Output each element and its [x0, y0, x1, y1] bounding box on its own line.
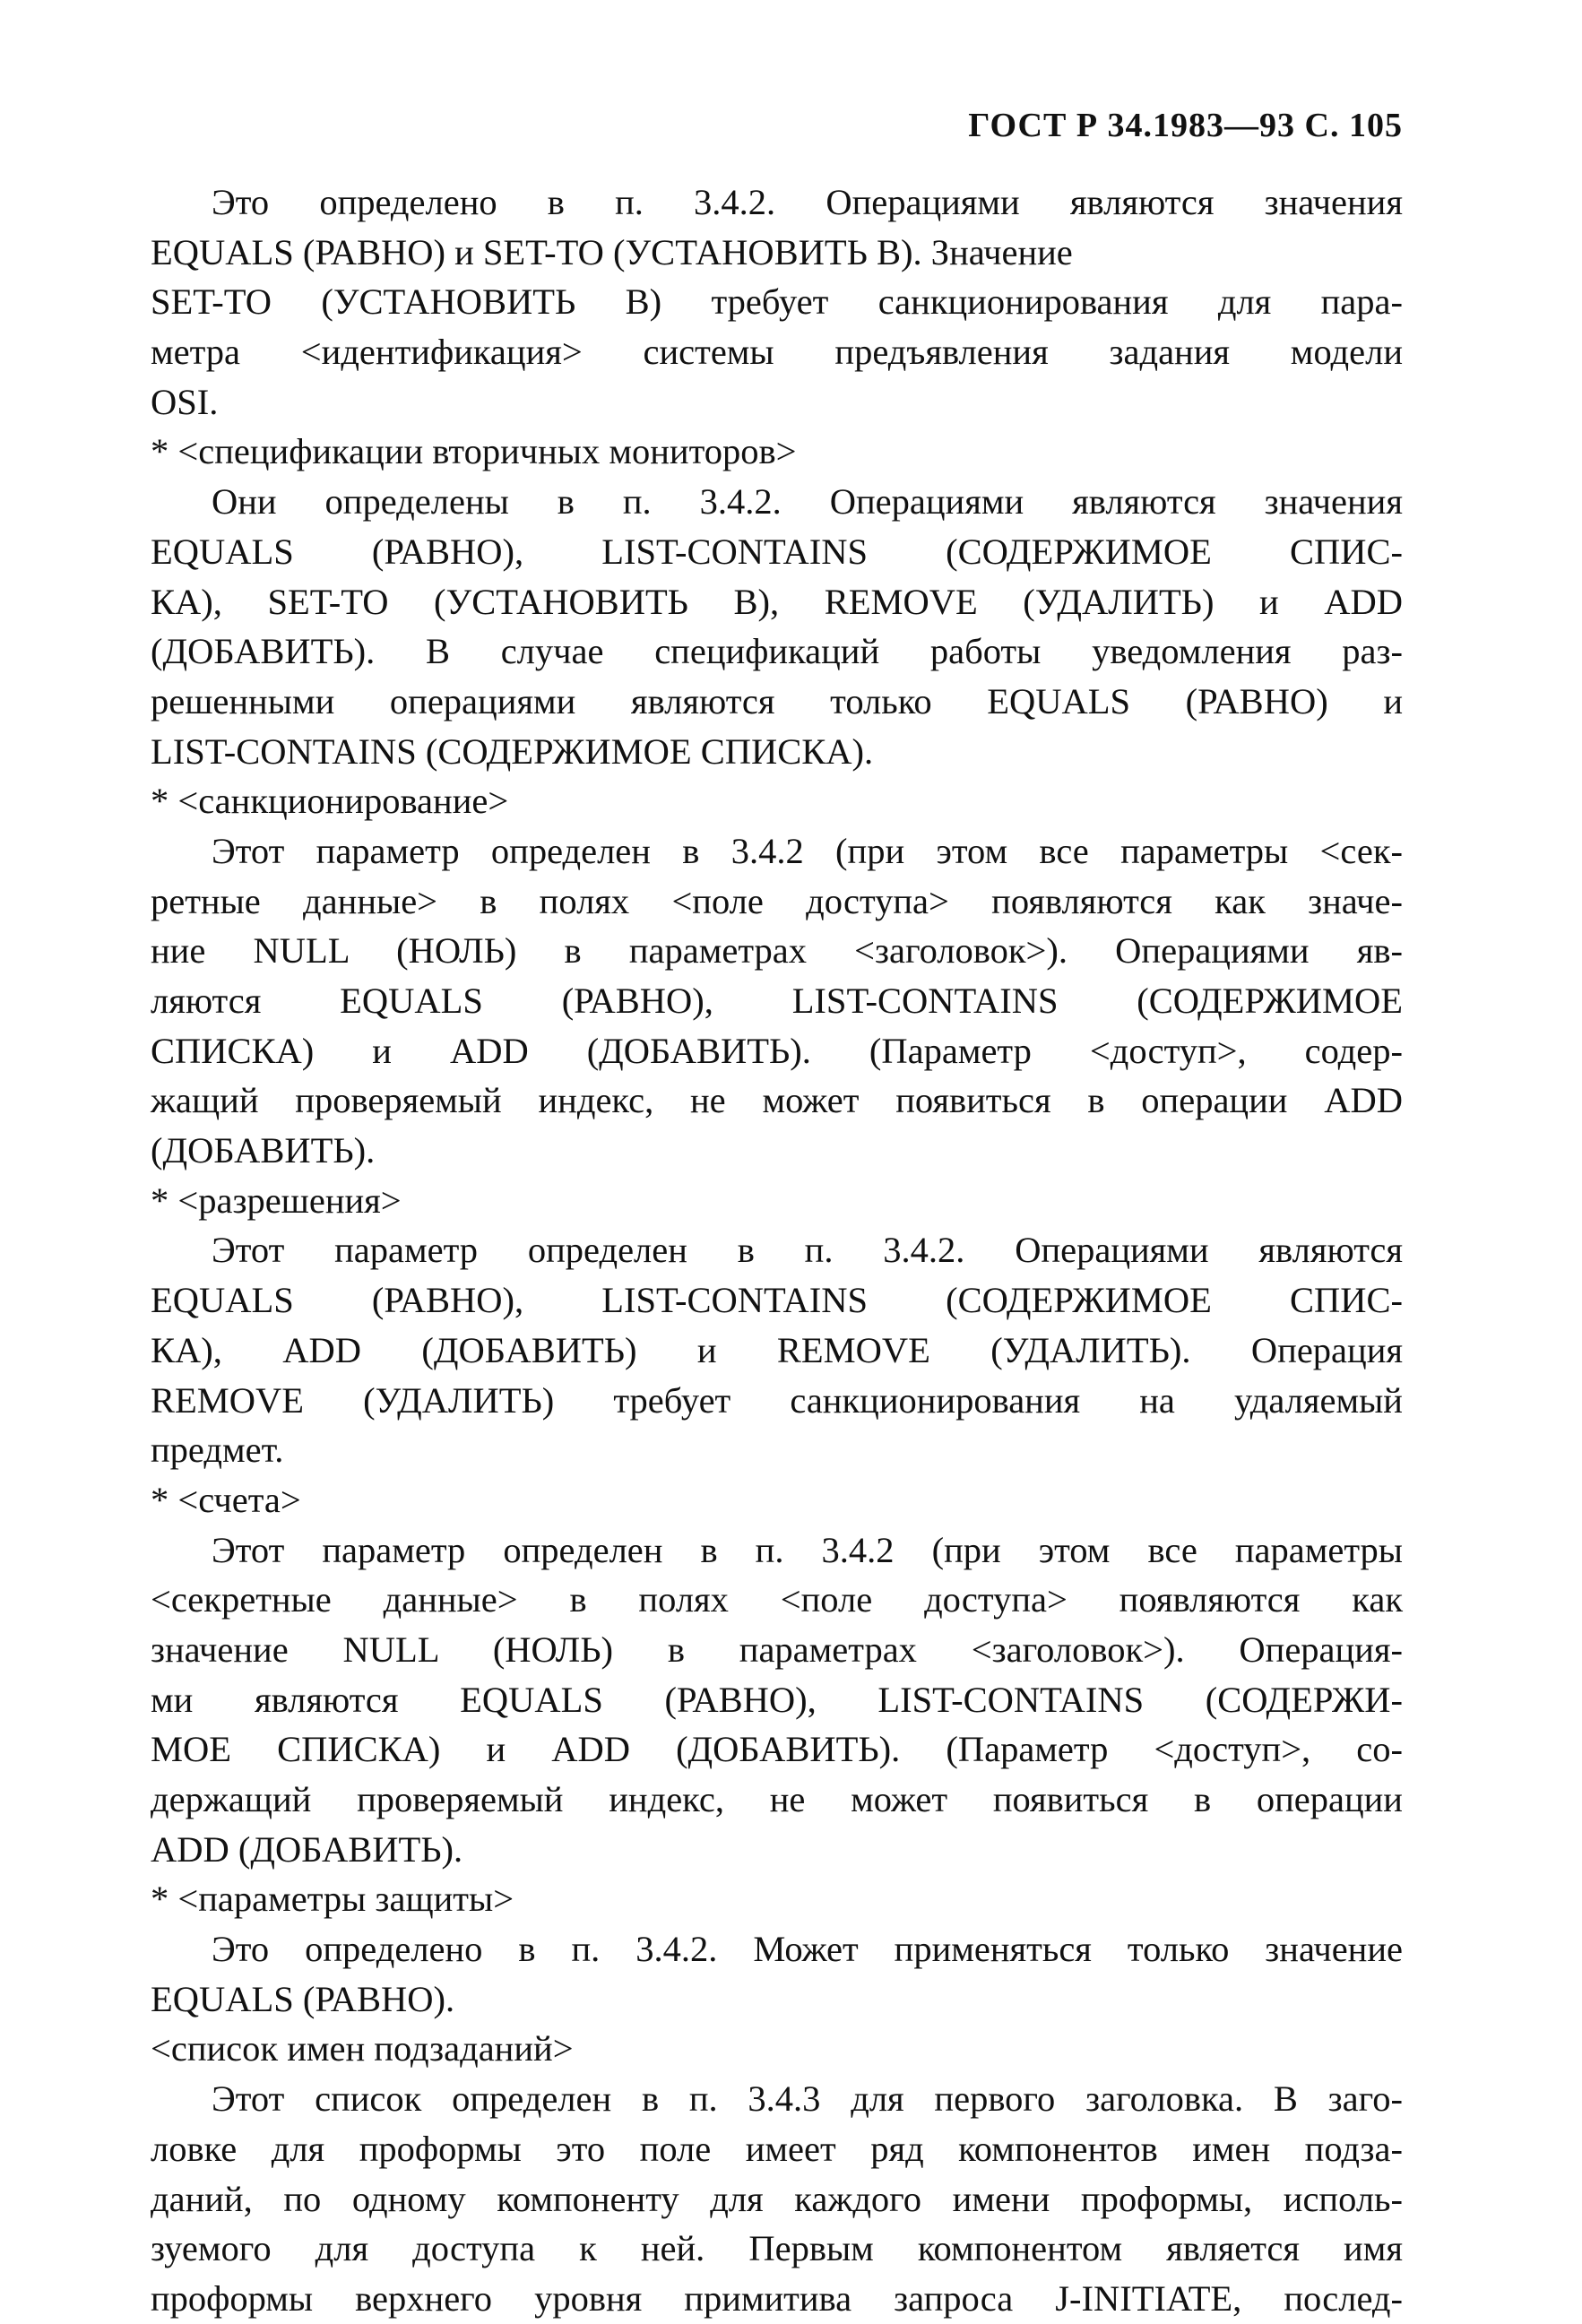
text-line: КА), SET-TO (УСТАНОВИТЬ В), REMOVE (УДАЛИТЬ) и ADD	[151, 581, 1403, 622]
text-line: предмет.	[151, 1430, 284, 1471]
text-line: проформы верхнего уровня примитива запроса J-INITIATE, послед-	[151, 2277, 1403, 2319]
text-line: (ДОБАВИТЬ).	[151, 1130, 376, 1171]
text-line: REMOVE (УДАЛИТЬ) требует санкционирования на удаляемый	[151, 1379, 1403, 1421]
text-line: <список имен подзаданий>	[151, 2028, 574, 2069]
text-line: СПИСКА) и ADD (ДОБАВИТЬ). (Параметр <доступ>, содер-	[151, 1030, 1403, 1071]
text-line: EQUALS (РАВНО) и SET-TO (УСТАНОВИТЬ В). Значение	[151, 231, 1073, 272]
text-line: OSI.	[151, 381, 219, 422]
text-line: Этот параметр определен в 3.4.2 (при этом все параметры <сек-	[212, 830, 1403, 871]
text-line: Этот параметр определен в п. 3.4.2. Операциями являются	[212, 1230, 1403, 1271]
body-text	[151, 177, 1403, 2324]
text-line: EQUALS (РАВНО), LIST-CONTAINS (СОДЕРЖИМОЕ СПИС-	[151, 1280, 1403, 1321]
text-line: Этот список определен в п. 3.4.3 для первого заголовка. В заго-	[212, 2078, 1403, 2120]
text-line: LIST-CONTAINS (СОДЕРЖИМОЕ СПИСКА).	[151, 730, 874, 772]
running-head: ГОСТ Р 34.1983—93 С. 105	[968, 107, 1403, 144]
text-line: <секретные данные> в полях <поле доступа> появляются как	[151, 1579, 1403, 1620]
text-line: (ДОБАВИТЬ). В случае спецификаций работы уведомления раз-	[151, 631, 1403, 672]
text-line: Это определено в п. 3.4.2. Операциями являются значения	[212, 182, 1403, 222]
text-line: ADD (ДОБАВИТЬ).	[151, 1828, 463, 1870]
text-line: * <счета>	[151, 1479, 301, 1520]
text-line: решенными операциями являются только EQUALS (РАВНО) и	[151, 680, 1403, 721]
text-line: * <разрешения>	[151, 1179, 402, 1221]
text-line: зуемого для доступа к ней. Первым компонентом является имя	[151, 2228, 1403, 2269]
text-line: ловке для проформы это поле имеет ряд компонентов имен подза-	[151, 2128, 1403, 2169]
text-line: EQUALS (РАВНО), LIST-CONTAINS (СОДЕРЖИМОЕ СПИС-	[151, 531, 1403, 572]
text-line: держащий проверяемый индекс, не может появиться в операции	[151, 1779, 1403, 1819]
text-line: МОЕ СПИСКА) и ADD (ДОБАВИТЬ). (Параметр <доступ>, со-	[151, 1729, 1403, 1770]
text-line: ретные данные> в полях <поле доступа> появляются как значе-	[151, 880, 1403, 921]
text-line: ние NULL (НОЛЬ) в параметрах <заголовок>). Операциями яв-	[151, 930, 1403, 972]
text-line: ми являются EQUALS (РАВНО), LIST-CONTAINS (СОДЕРЖИ-	[151, 1679, 1403, 1720]
text-line: Это определено в п. 3.4.2. Может применяться только значение	[212, 1929, 1403, 1970]
text-line: Они определены в п. 3.4.2. Операциями являются значения	[212, 481, 1403, 523]
text-line: * <санкционирование>	[151, 781, 509, 822]
text-line: SET-TO (УСТАНОВИТЬ В) требует санкционирования для пара-	[151, 281, 1403, 323]
text-line: * <спецификации вторичных мониторов>	[151, 431, 797, 472]
text-line: ляются EQUALS (РАВНО), LIST-CONTAINS (СОДЕРЖИМОЕ	[151, 981, 1403, 1021]
text-line: EQUALS (РАВНО).	[151, 1978, 455, 2019]
text-line: метра <идентификация> системы предъявления задания модели	[151, 332, 1403, 373]
text-line: КА), ADD (ДОБАВИТЬ) и REMOVE (УДАЛИТЬ). Операция	[151, 1329, 1403, 1370]
text-line: даний, по одному компоненту для каждого имени проформы, исполь-	[151, 2178, 1403, 2219]
text-line: Этот параметр определен в п. 3.4.2 (при этом все параметры	[212, 1529, 1403, 1570]
text-line: жащий проверяемый индекс, не может появиться в операции ADD	[151, 1080, 1403, 1121]
text-line: * <параметры защиты>	[151, 1879, 514, 1920]
text-line: значение NULL (НОЛЬ) в параметрах <заголовок>). Операция-	[151, 1629, 1403, 1670]
